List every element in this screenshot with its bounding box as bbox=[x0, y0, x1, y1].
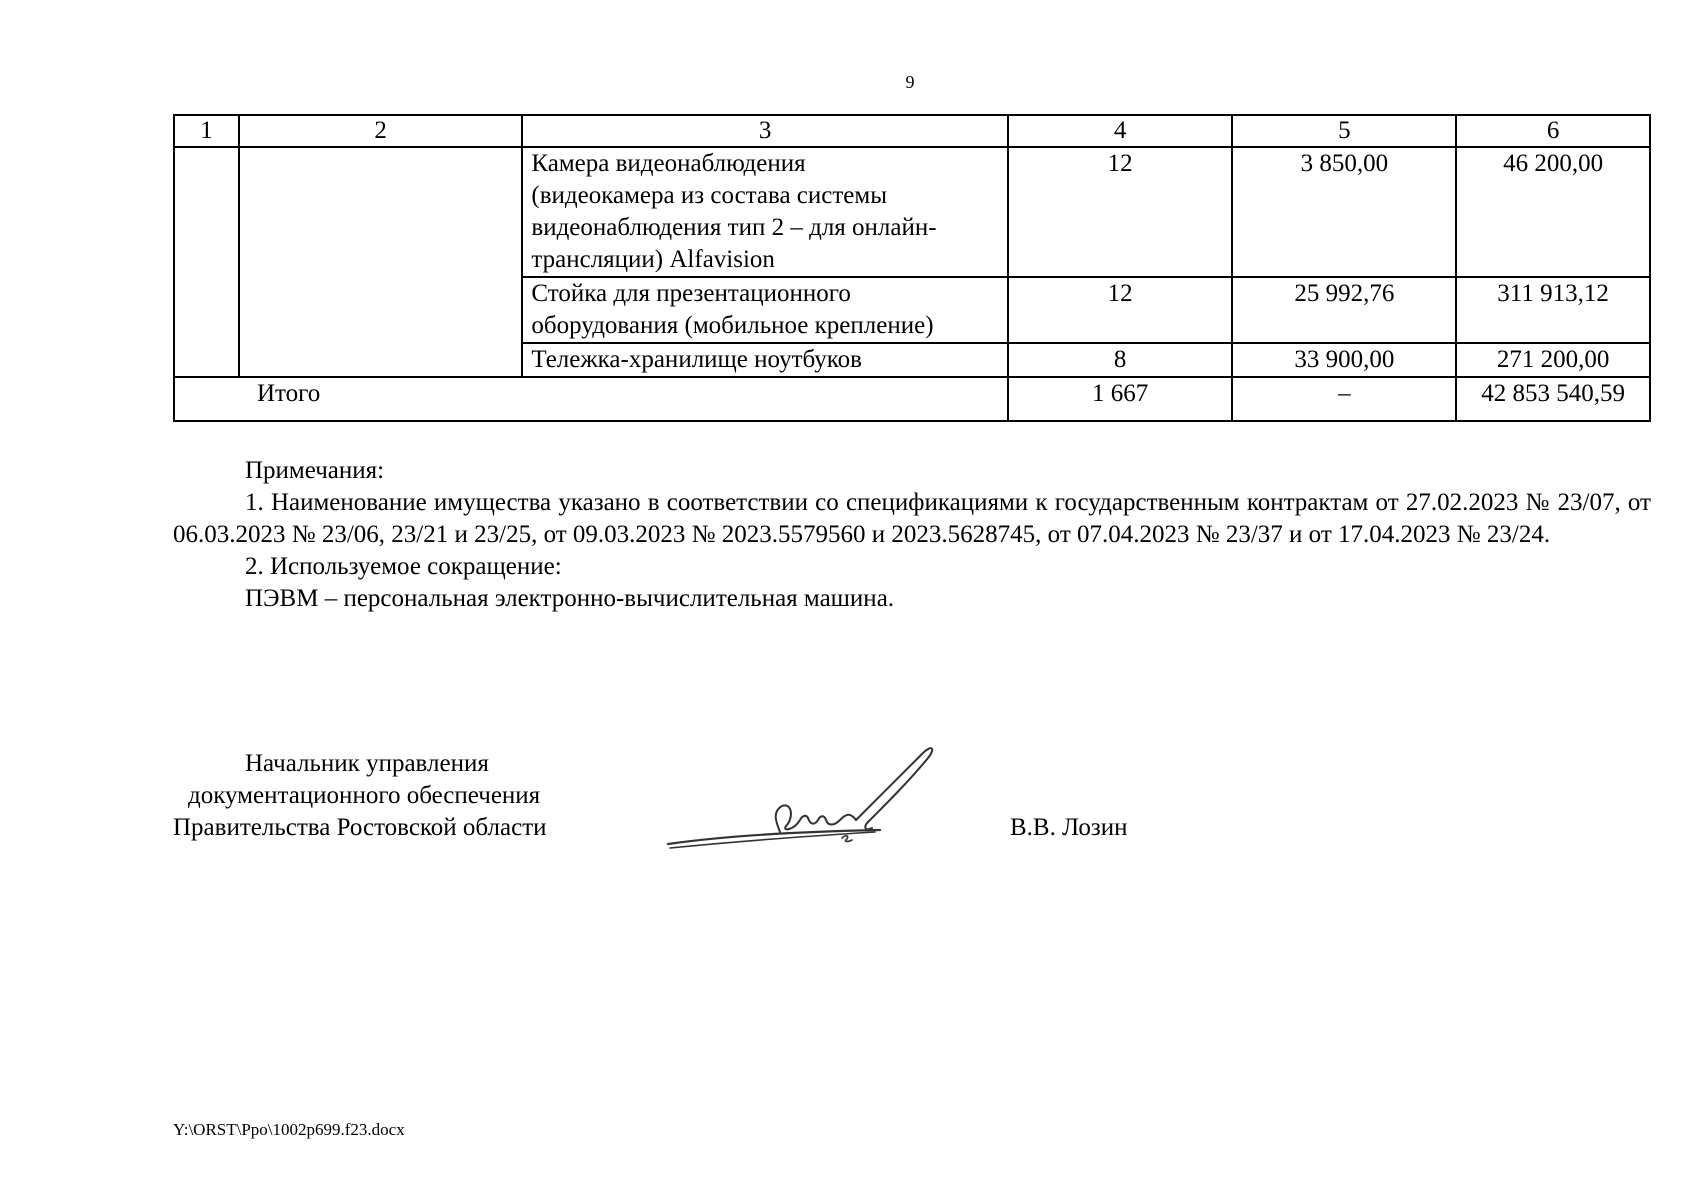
handwritten-signature bbox=[660, 740, 950, 860]
item-name-cell bbox=[522, 277, 1007, 343]
item-name-cell bbox=[522, 343, 1007, 377]
quantity-cell: 8 bbox=[1008, 343, 1233, 377]
position-line: Начальник управления bbox=[245, 750, 489, 777]
quantity-cell: 12 bbox=[1008, 147, 1233, 277]
sum-cell: 311 913,12 bbox=[1456, 277, 1650, 343]
price-cell: 25 992,76 bbox=[1232, 277, 1456, 343]
position-line: документационного обеспечения bbox=[188, 782, 541, 809]
quantity-cell: 12 bbox=[1008, 277, 1233, 343]
note-1: 1. Наименование имущества указано в соответствии со спецификациями к государственным контрактам от 27.02.2023 № 23/07, от 06.03.2023 № 23/06, 23/21 и 23/25, от 09.03.2023 № 2023.5579560 и 2023.5628745, от 07.04.2023 № 23/37 и от 17.04.2023 № 23/24. bbox=[173, 489, 1651, 548]
header-cell: 4 bbox=[1008, 115, 1233, 147]
specification-table bbox=[173, 114, 1651, 422]
sum-cell: 271 200,00 bbox=[1456, 343, 1650, 377]
table-row bbox=[174, 147, 1650, 277]
notes-section bbox=[173, 455, 1651, 615]
page-number: 9 bbox=[905, 72, 915, 92]
header-cell: 6 bbox=[1456, 115, 1650, 147]
total-price: – bbox=[1232, 377, 1456, 421]
note-2: 2. Используемое сокращение: bbox=[245, 553, 562, 580]
position-line: Правительства Ростовской области bbox=[173, 814, 547, 841]
total-row bbox=[174, 377, 1650, 421]
item-name-line: (видеокамера из состава системы bbox=[531, 182, 888, 209]
header-cell: 5 bbox=[1232, 115, 1456, 147]
sum-cell: 46 200,00 bbox=[1456, 147, 1650, 277]
item-name-line: оборудования (мобильное крепление) bbox=[531, 312, 934, 339]
header-cell: 3 bbox=[522, 115, 1007, 147]
header-cell: 2 bbox=[239, 115, 522, 147]
table-header-row bbox=[174, 115, 1650, 147]
item-name-line: Стойка для презентационного bbox=[531, 280, 851, 307]
item-name-cell bbox=[522, 147, 1007, 277]
empty-cell bbox=[174, 147, 239, 377]
item-name-line: трансляции) Alfavision bbox=[531, 246, 775, 273]
file-path: Y:\ORST\Ppo\1002p699.f23.docx bbox=[173, 1120, 405, 1139]
notes-title: Примечания: bbox=[245, 457, 385, 484]
total-label: Итого bbox=[174, 377, 1008, 421]
item-name-line: Тележка-хранилище ноутбуков bbox=[531, 346, 862, 373]
item-name-line: Камера видеонаблюдения bbox=[531, 150, 806, 177]
signer-name: В.В. Лозин bbox=[1010, 814, 1128, 841]
total-sum: 42 853 540,59 bbox=[1456, 377, 1650, 421]
abbreviation-text: ПЭВМ – персональная электронно-вычислительная машина. bbox=[245, 585, 895, 612]
price-cell: 3 850,00 bbox=[1232, 147, 1456, 277]
header-cell: 1 bbox=[174, 115, 239, 147]
empty-cell bbox=[239, 147, 522, 377]
price-cell: 33 900,00 bbox=[1232, 343, 1456, 377]
item-name-line: видеонаблюдения тип 2 – для онлайн- bbox=[531, 214, 937, 241]
signer-position bbox=[173, 748, 547, 844]
total-quantity: 1 667 bbox=[1008, 377, 1233, 421]
